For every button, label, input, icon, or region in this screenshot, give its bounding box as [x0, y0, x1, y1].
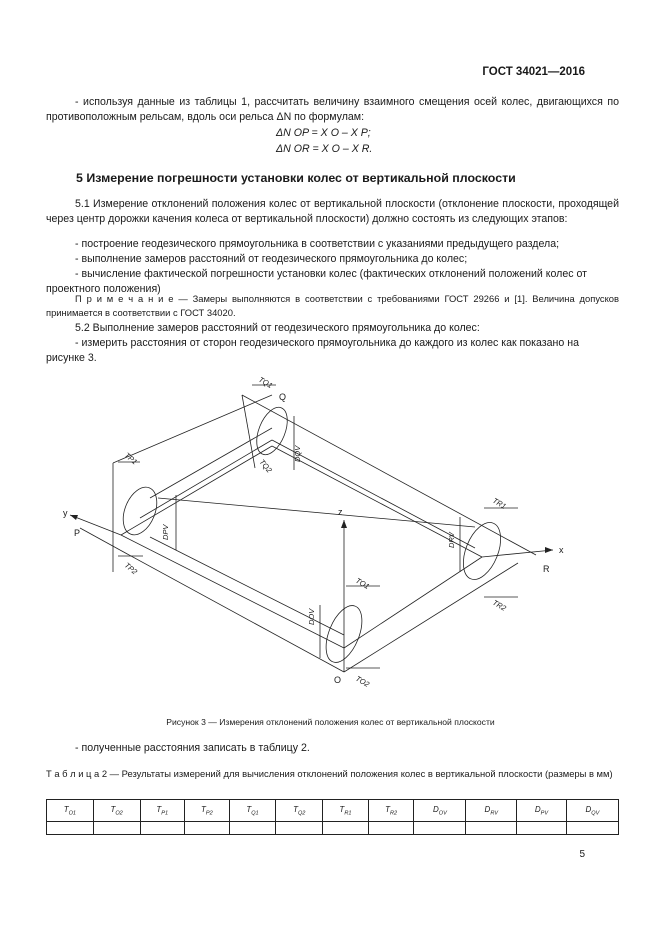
intro-paragraph: - используя данные из таблицы 1, рассчитать величину взаимного смещения осей колес, двигающихся по противоположным рельсам, вдоль оси рельса ΔN по формулам:: [46, 96, 619, 123]
label-tr1: TR1: [491, 495, 508, 511]
table-header-cell: $T_{Q2}$: [276, 800, 323, 822]
paragraph-5-2: 5.2 Выполнение замеров расстояний от геодезического прямоугольника до колес:: [75, 322, 480, 334]
label-dqv: DQV: [293, 445, 302, 462]
formula-op: ΔN OP = X O – X P;: [276, 127, 371, 139]
rect-edge-ro: [344, 557, 482, 648]
label-tq2: TQ2: [257, 457, 274, 475]
label-to2: TO2: [354, 673, 372, 689]
label-x: x: [559, 545, 564, 555]
label-tr2: TR2: [491, 597, 508, 613]
step-item: - вычисление фактической погрешности установки колес (фактических отклонений положений колес от проектного положения): [46, 268, 587, 295]
label-dov: DOV: [307, 608, 316, 625]
note-label: П р и м е ч а н и е: [75, 293, 174, 304]
x-axis-arrow-icon: [545, 547, 553, 553]
table-row: [47, 822, 619, 835]
label-y: y: [63, 508, 68, 518]
table-cell: [140, 822, 185, 835]
wheel-r: [456, 517, 508, 585]
table-header-cell: $D_{OV}$: [414, 800, 466, 822]
table-cell: [276, 822, 323, 835]
label-z: z: [338, 507, 343, 517]
label-r: R: [543, 564, 550, 574]
label-tq1: TQ1: [257, 374, 275, 391]
table-header-cell: $D_{QV}$: [566, 800, 618, 822]
table-cell: [185, 822, 230, 835]
table-cell: [229, 822, 276, 835]
wheel-p: [117, 482, 164, 540]
label-q: Q: [279, 392, 287, 402]
projection-line: [344, 563, 518, 672]
formula-or: ΔN OR = X O – X R.: [276, 143, 373, 155]
table-header-cell: $D_{PV}$: [517, 800, 567, 822]
label-tp2: TP2: [122, 560, 140, 577]
table-header-cell: $T_{Q1}$: [229, 800, 276, 822]
table-cell: [466, 822, 517, 835]
table-header-cell: $T_{R1}$: [323, 800, 369, 822]
projection-line: [242, 395, 536, 555]
figure-3: [0, 368, 661, 708]
z-axis-arrow-icon: [341, 520, 347, 528]
table-cell: [566, 822, 618, 835]
table-header-cell: $D_{RV}$: [466, 800, 517, 822]
table-cell: [414, 822, 466, 835]
label-drv: DRV: [447, 532, 456, 548]
label-o: O: [334, 675, 342, 685]
page-number: 5: [579, 849, 585, 860]
note-text: — Замеры выполняются в соответствии с требованиями ГОСТ 29266 и [1]. Величина допусков принимается в соответствии с ГОСТ 34020.: [46, 293, 619, 318]
table-header-cell: $T_{P1}$: [140, 800, 185, 822]
paragraph-5-1: 5.1 Измерение отклонений положения колес от вертикальной плоскости (отклонение плоскости, проходящей через центр дорожки качения колеса от вертикальной плоскости) должно состоять из следующих этапов:: [46, 198, 619, 225]
inner-line: [150, 428, 272, 498]
rect-edge-op: [121, 535, 344, 648]
step-list: [75, 237, 619, 267]
label-to1: TO1: [354, 575, 372, 591]
table-cell: [47, 822, 94, 835]
table-cell: [93, 822, 140, 835]
document-id: ГОСТ 34021—2016: [482, 66, 585, 78]
label-tp1: TP1: [122, 450, 140, 467]
table-header-cell: $T_{R2}$: [368, 800, 414, 822]
section-heading: 5 Измерение погрешности установки колес от вертикальной плоскости: [76, 171, 516, 185]
table-header-row: [47, 800, 619, 822]
projection-line: [80, 528, 120, 550]
table-header-cell: $T_{P2}$: [185, 800, 230, 822]
y-axis-arrow-icon: [70, 515, 78, 520]
inner-line: [272, 440, 475, 548]
label-p: P: [74, 528, 81, 538]
figure-caption: Рисунок 3 — Измерения отклонений положения колес от вертикальной плоскости: [166, 717, 495, 727]
rect-edge-pq: [121, 446, 272, 535]
results-table: [46, 799, 619, 835]
note: [46, 292, 619, 320]
label-dpv: DPV: [161, 524, 170, 540]
paragraph-5-2-item: - измерить расстояния от сторон геодезического прямоугольника до каждого из колес как показано на рисунке 3.: [46, 337, 579, 364]
table-cell: [517, 822, 567, 835]
projection-line: [242, 395, 255, 468]
table-caption: Т а б л и ц а 2 — Результаты измерений для вычисления отклонений положения колес в вертикальной плоскости (размеры в мм): [46, 768, 613, 779]
table-cell: [323, 822, 369, 835]
table-header-cell: $T_{O1}$: [47, 800, 94, 822]
after-figure-text: - полученные расстояния записать в таблицу 2.: [75, 742, 310, 754]
step-item: - построение геодезического прямоугольника в соответствии с указаниями предыдущего раздела;: [75, 238, 560, 250]
inner-line: [158, 498, 475, 527]
table-header-cell: $T_{O2}$: [93, 800, 140, 822]
step-item: - выполнение замеров расстояний от геодезического прямоугольника до колес;: [75, 253, 468, 265]
table-cell: [368, 822, 414, 835]
x-axis: [482, 550, 553, 557]
